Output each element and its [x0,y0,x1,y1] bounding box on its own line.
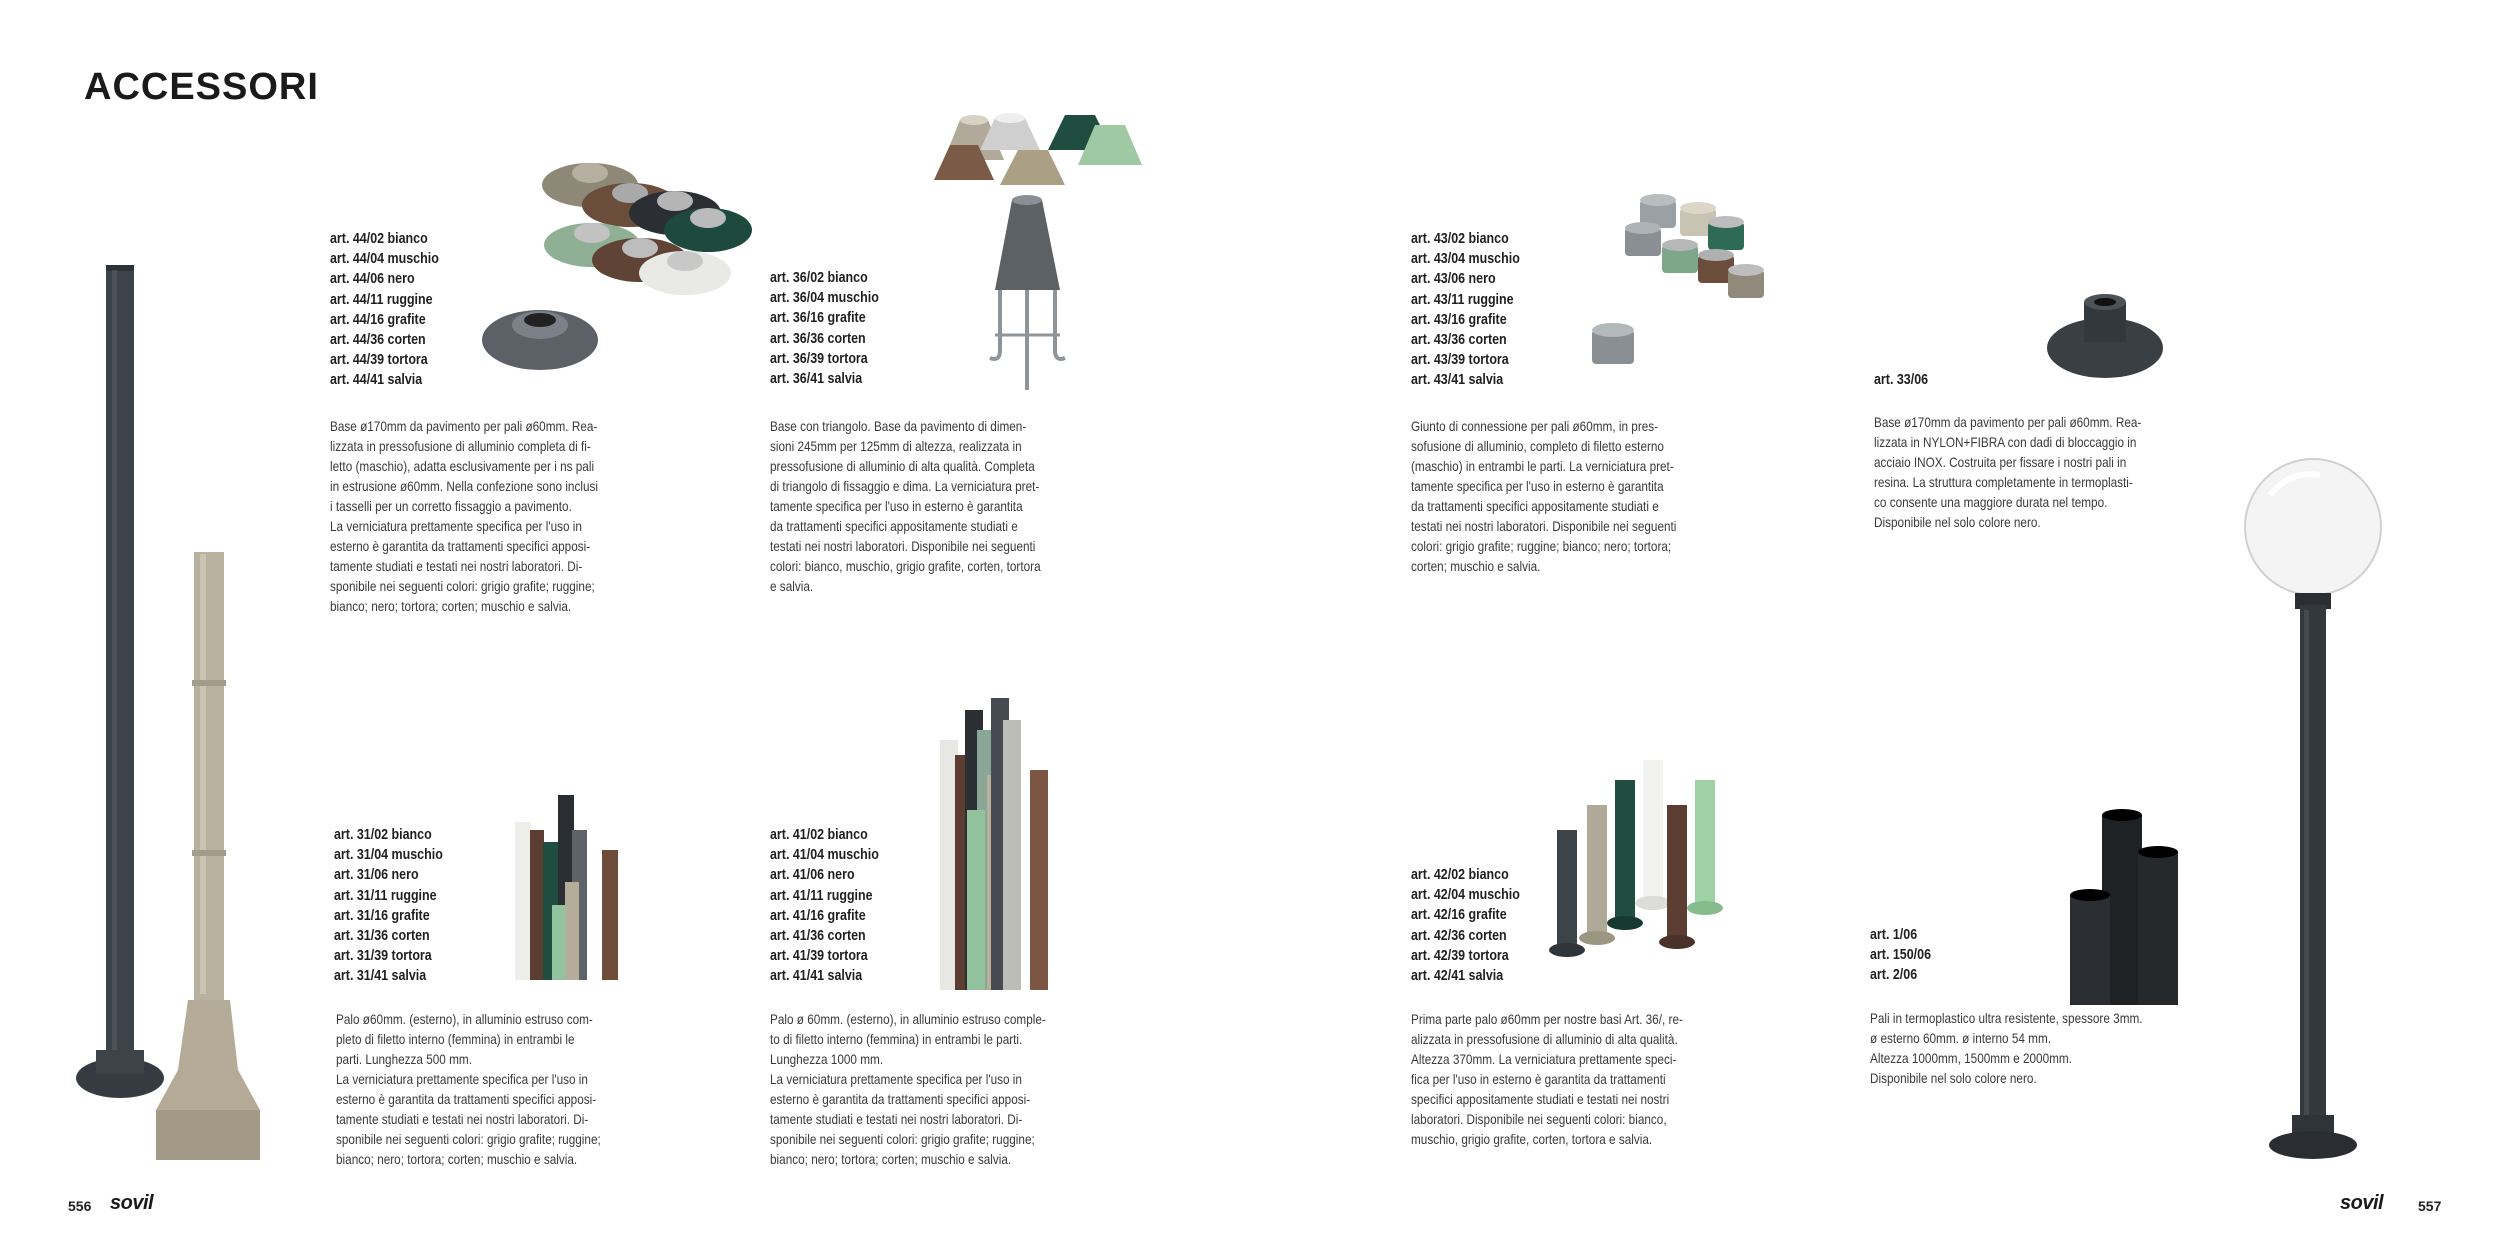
desc-line: Disponibile nel solo colore nero. [1870,1070,2037,1086]
product-code: art. 44/04 muschio [330,251,439,268]
desc-line: sponibile nei seguenti colori: grigio grafite; ruggine; [330,578,595,594]
product-code: art. 44/41 salvia [330,372,423,389]
desc-line: esterno è garantita da trattamenti specifici apposi- [336,1091,597,1107]
product-code: art. 31/16 grafite [334,907,430,924]
desc-line: bianco; nero; tortora; corten; muschio e salvia. [330,598,572,614]
desc-line: in estrusione ø60mm. Nella confezione sono inclusi [330,478,598,494]
product-code: art. 44/02 bianco [330,231,428,247]
desc-line: resina. La struttura completamente in termoplasti- [1874,474,2133,490]
product-code: art. 42/36 corten [1411,927,1507,944]
desc-line: bianco; nero; tortora; corten; muschio e salvia. [770,1151,1012,1167]
product-code: art. 41/16 grafite [770,907,866,924]
desc-line: Base ø170mm da pavimento per pali ø60mm. Rea- [330,418,598,434]
desc-line: Pali in termoplastico ultra resistente, spessore 3mm. [1870,1010,2143,1026]
product-code: art. 36/04 muschio [770,290,879,307]
product-code: art. 43/06 nero [1411,271,1496,288]
product-33-description [1874,412,2141,532]
product-code: art. 41/06 nero [770,867,855,884]
product-44-description [330,416,598,616]
desc-line: da trattamenti specifici appositamente studiati e [1411,498,1659,514]
desc-line: esterno è garantita da trattamenti specifici apposi- [330,538,591,554]
product-1-description [1870,1008,2143,1088]
product-code: art. 36/39 tortora [770,350,868,367]
product-code: art. 41/02 bianco [770,827,868,843]
page-title: ACCESSORI [84,66,319,108]
product-code: art. 42/04 muschio [1411,887,1520,904]
desc-line: corten; muschio e salvia. [1411,558,1541,574]
desc-line: muschio, grigio grafite, corten, tortora e salvia. [1411,1131,1653,1147]
desc-line: pleto di filetto interno (femmina) in entrambi le [336,1031,575,1047]
page-number-right: 557 [2418,1198,2442,1214]
product-33-codes [1874,370,1928,390]
pipe-1-image [2060,810,2190,1010]
product-code: art. 36/16 grafite [770,310,866,327]
product-31-codes [334,825,443,987]
lamp-globe-image [2240,455,2390,1175]
desc-line: tamente studiati e testati nei nostri laboratori. Di- [770,1111,1023,1127]
desc-line: tamente specifica per l'uso in esterno è garantita [1411,478,1664,494]
product-code: art. 42/39 tortora [1411,947,1509,964]
pole-31-image [510,790,630,990]
desc-line: Palo ø60mm. (esterno), in alluminio estruso com- [336,1011,593,1027]
product-43-codes [1411,229,1520,391]
desc-line: Base con triangolo. Base da pavimento di dimen- [770,418,1027,434]
desc-line: sioni 245mm per 125mm di altezza, realizzata in [770,438,1022,454]
product-code: art. 36/36 corten [770,330,866,347]
desc-line: sponibile nei seguenti colori: grigio grafite; ruggine; [770,1131,1035,1147]
desc-line: laboratori. Disponibile nei seguenti colori: bianco, [1411,1111,1667,1127]
desc-line: Giunto di connessione per pali ø60mm, in pres- [1411,418,1659,434]
desc-line: co consente una maggiore durata nel tempo. [1874,494,2108,510]
product-code: art. 41/36 corten [770,928,866,945]
product-code: art. 36/41 salvia [770,371,863,388]
desc-line: testati nei nostri laboratori. Disponibile nei seguenti [770,538,1036,554]
product-code: art. 41/39 tortora [770,948,868,965]
product-code: art. 2/06 [1870,967,1918,984]
product-1-codes [1870,925,1931,986]
product-code: art. 42/02 bianco [1411,867,1509,883]
product-code: art. 44/11 ruggine [330,291,433,308]
desc-line: La verniciatura prettamente specifica per l'uso in [770,1071,1022,1087]
product-code: art. 31/04 muschio [334,847,443,864]
desc-line: acciaio INOX. Costruita per fissare i nostri pali in [1874,454,2127,470]
product-code: art. 41/41 salvia [770,968,863,985]
product-44-codes [330,229,439,391]
desc-line: colori: grigio grafite; ruggine; bianco; nero; tortora; [1411,538,1672,554]
desc-line: specifici appositamente studiati e testati nei nostri [1411,1091,1670,1107]
desc-line: sponibile nei seguenti colori: grigio grafite; ruggine; [336,1131,601,1147]
product-code: art. 150/06 [1870,947,1932,964]
product-42-codes [1411,865,1520,986]
base-33-image [2040,290,2170,390]
product-code: art. 41/04 muschio [770,847,879,864]
desc-line: La verniciatura prettamente specifica per l'uso in [336,1071,588,1087]
product-code: art. 43/11 ruggine [1411,291,1514,308]
product-code: art. 44/36 corten [330,332,426,349]
desc-line: alizzata in pressofusione di alluminio di alta qualità. [1411,1031,1678,1047]
connector-43-image [1580,190,1780,390]
desc-line: Base ø170mm da pavimento per pali ø60mm. Rea- [1874,414,2142,430]
desc-line: lizzata in pressofusione di alluminio completa di fi- [330,438,591,454]
pole-42-image [1545,750,1745,970]
product-code: art. 44/39 tortora [330,352,428,369]
desc-line: Palo ø 60mm. (esterno), in alluminio estruso comple- [770,1011,1046,1027]
desc-line: testati nei nostri laboratori. Disponibile nei seguenti [1411,518,1677,534]
product-42-description [1411,1009,1683,1149]
product-code: art. 42/41 salvia [1411,968,1504,985]
brand-logo-right: sovil [2340,1192,2384,1214]
product-code: art. 31/41 salvia [334,968,427,985]
desc-line: e salvia. [770,578,814,594]
brand-logo-left: sovil [110,1192,154,1214]
product-41-description [770,1009,1046,1169]
desc-line: pressofusione di alluminio di alta qualità. Completa [770,458,1035,474]
desc-line: sofusione di alluminio, completo di filetto esterno [1411,438,1664,454]
desc-line: (maschio) in entrambi le parti. La verniciatura pret- [1411,458,1674,474]
desc-line: i tasselli per un corretto fissaggio a pavimento. [330,498,572,514]
desc-line: lizzata in NYLON+FIBRA con dadi di bloccaggio in [1874,434,2137,450]
product-36-description [770,416,1041,596]
desc-line: ø esterno 60mm. ø interno 54 mm. [1870,1030,2052,1046]
product-code: art. 43/16 grafite [1411,311,1507,328]
desc-line: letto (maschio), adatta esclusivamente per i ns pali [330,458,595,474]
desc-line: to di filetto interno (femmina) in entrambi le parti. [770,1031,1023,1047]
product-code: art. 43/39 tortora [1411,352,1509,369]
product-31-description [336,1009,601,1169]
product-36-codes [770,268,879,389]
desc-line: Disponibile nel solo colore nero. [1874,514,2041,530]
product-code: art. 43/02 bianco [1411,231,1509,247]
product-code: art. 43/41 salvia [1411,372,1504,389]
product-code: art. 41/11 ruggine [770,887,873,904]
desc-line: Altezza 1000mm, 1500mm e 2000mm. [1870,1050,2072,1066]
desc-line: Lunghezza 1000 mm. [770,1051,884,1067]
product-code: art. 1/06 [1870,927,1918,943]
product-code: art. 44/06 nero [330,271,415,288]
desc-line: La verniciatura prettamente specifica per l'uso in [330,518,582,534]
desc-line: da trattamenti specifici appositamente studiati e [770,518,1018,534]
product-code: art. 31/06 nero [334,867,419,884]
desc-line: Altezza 370mm. La verniciatura prettamente speci- [1411,1051,1677,1067]
base-36-image [900,110,1180,410]
desc-line: fica per l'uso in esterno è garantita da trattamenti [1411,1071,1666,1087]
desc-line: Prima parte palo ø60mm per nostre basi Art. 36/, re- [1411,1011,1683,1027]
desc-line: parti. Lunghezza 500 mm. [336,1051,472,1067]
product-code: art. 31/11 ruggine [334,887,437,904]
product-code: art. 43/36 corten [1411,332,1507,349]
desc-line: esterno è garantita da trattamenti specifici apposi- [770,1091,1031,1107]
desc-line: colori: bianco, muschio, grigio grafite, corten, tortora [770,558,1041,574]
product-41-codes [770,825,879,987]
desc-line: di triangolo di fissaggio e dima. La verniciatura pret- [770,478,1040,494]
desc-line: tamente studiati e testati nei nostri laboratori. Di- [336,1111,589,1127]
page-number-left: 556 [68,1198,92,1214]
desc-line: tamente studiati e testati nei nostri laboratori. Di- [330,558,583,574]
product-code: art. 31/39 tortora [334,948,432,965]
pole-tortora-image [148,550,278,1170]
product-code: art. 31/02 bianco [334,827,432,843]
product-code: art. 42/16 grafite [1411,907,1507,924]
product-code: art. 31/36 corten [334,928,430,945]
pole-41-image [935,690,1065,990]
product-code: art. 33/06 [1874,372,1929,388]
product-43-description [1411,416,1676,576]
desc-line: tamente specifica per l'uso in esterno è garantita [770,498,1023,514]
product-code: art. 36/02 bianco [770,270,868,286]
product-code: art. 44/16 grafite [330,311,426,328]
desc-line: bianco; nero; tortora; corten; muschio e salvia. [336,1151,578,1167]
product-code: art. 43/04 muschio [1411,251,1520,268]
base-44-image [480,155,740,375]
